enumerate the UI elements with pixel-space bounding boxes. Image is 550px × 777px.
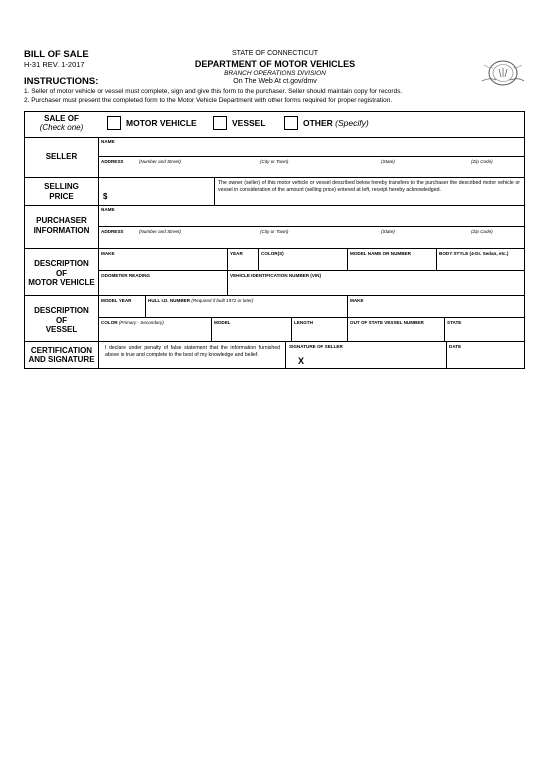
purchaser-zip-hint: (Zip Code) [471,229,493,234]
out-of-state-vessel-number-field[interactable]: OUT OF STATE VESSEL NUMBER [350,320,424,325]
purchaser-city-hint: (City or Town) [260,229,289,234]
purchaser-label: PURCHASER [36,216,87,225]
vessel-of-label: OF [55,316,68,325]
selling-label: SELLING [44,182,79,191]
purchaser-address-field[interactable]: ADDRESS [101,229,124,234]
seller-label: SELLER [45,152,78,161]
vessel-color-field[interactable]: COLOR (Primary - Secondary) [101,320,164,325]
sale-of-label: SALE OF [44,114,79,123]
seller-street-hint: (Number and Street) [139,159,181,164]
seller-signature-field[interactable]: SIGNATURE OF SELLER [289,344,343,349]
information-label: INFORMATION [33,226,90,235]
vehicle-body-style-field[interactable]: BODY STYLE (4-Dr. Sedan, etc.) [439,251,509,256]
certification-statement: I declare under penalty of false statement that the information furnished above is true and complete to the best of my knowledge and belief. [105,345,280,358]
vessel-description-label: DESCRIPTION [34,306,89,315]
form-revision: H-31 REV. 1-2017 [24,60,85,69]
transfer-statement: The owner (seller) of this motor vehicle or vessel described below hereby transfers to the purchaser the described motor vehicle or vessel in consideration of the amount (selling price) entered at left, receipt hereby acknowledged. [218,180,520,193]
vessel-length-field[interactable]: LENGTH [294,320,313,325]
seller-address-field[interactable]: ADDRESS [101,159,124,164]
vin-field[interactable]: VEHICLE IDENTIFICATION NUMBER (VIN) [230,273,322,278]
certification-label: CERTIFICATION [30,346,93,355]
division-name: BRANCH OPERATIONS DIVISION [224,70,326,77]
purchaser-street-hint: (Number and Street) [139,229,181,234]
hull-id-field[interactable]: HULL I.D. NUMBER (Required if built 1972 or later) [148,298,254,303]
vessel-label: VESSEL [232,118,266,128]
instruction-1: 1. Seller of motor vehicle or vessel must complete, sign and give this form to the purchaser. Seller should maintain copy for records. [24,88,403,95]
vessel-state-field[interactable]: STATE [447,320,462,325]
and-signature-label: AND SIGNATURE [28,355,95,364]
instruction-2: 2. Purchaser must present the completed form to the Motor Vehicle Department with other forms required for proper registration. [24,97,393,104]
signature-x-mark: X [298,356,305,366]
state-seal-icon [478,57,528,89]
vessel-checkbox[interactable] [213,116,227,130]
vehicle-of-label: OF [55,269,68,278]
vessel-model-year-field[interactable]: MODEL YEAR [101,298,132,303]
purchaser-name-field[interactable]: NAME [101,207,115,212]
other-label: OTHER (Specify) [303,118,369,128]
odometer-field[interactable]: ODOMETER READING [101,273,151,278]
website: On The Web At ct.gov/dmv [233,78,317,85]
check-one-label: (Check one) [39,123,84,132]
bill-of-sale-form [24,111,525,369]
selling-price-field[interactable]: $ [103,192,108,201]
motor-vehicle-label: MOTOR VEHICLE [126,118,197,128]
seller-city-hint: (City or Town) [260,159,289,164]
price-label: PRICE [49,192,74,201]
motor-vehicle-checkbox[interactable] [107,116,121,130]
seller-zip-hint: (Zip Code) [471,159,493,164]
state-name: STATE OF CONNECTICUT [231,50,319,57]
form-title: BILL OF SALE [24,49,89,60]
vessel-model-field[interactable]: MODEL [214,320,231,325]
vehicle-description-label: DESCRIPTION [34,259,89,268]
other-checkbox[interactable] [284,116,298,130]
vehicle-make-field[interactable]: MAKE [101,251,115,256]
purchaser-state-hint: (State) [381,229,395,234]
department-name: DEPARTMENT OF MOTOR VEHICLES [194,59,356,69]
seller-state-hint: (State) [381,159,395,164]
vessel-section-label: VESSEL [45,325,78,334]
instructions-heading: INSTRUCTIONS: [24,76,99,87]
seller-name-field[interactable]: NAME [101,139,115,144]
date-field[interactable]: DATE [449,344,462,349]
vehicle-model-field[interactable]: MODEL NAME OR NUMBER [350,251,411,256]
vehicle-colors-field[interactable]: COLOR(S) [261,251,284,256]
vessel-make-field[interactable]: MAKE [350,298,364,303]
motor-vehicle-section-label: MOTOR VEHICLE [28,278,95,287]
vehicle-year-field[interactable]: YEAR [230,251,243,256]
